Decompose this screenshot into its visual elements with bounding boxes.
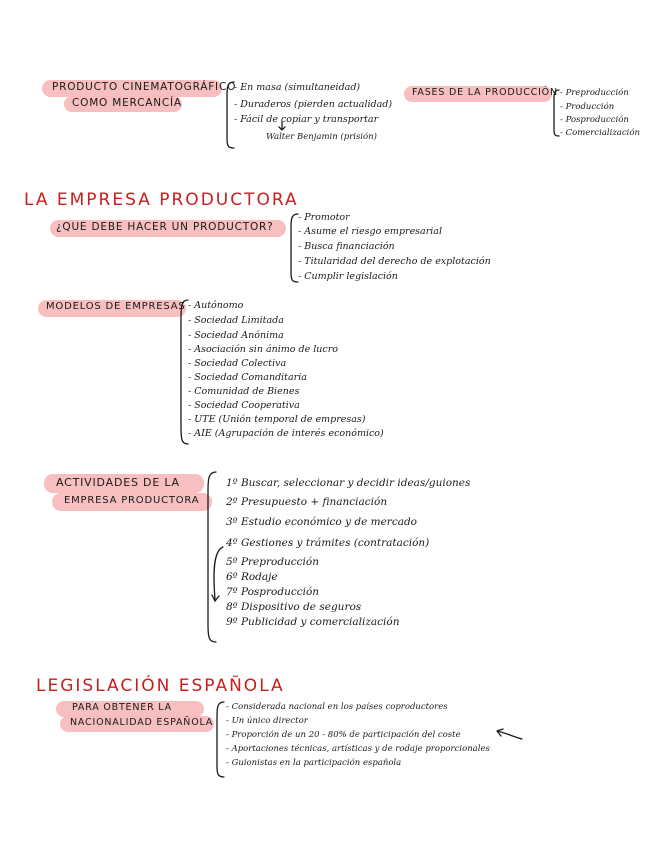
modelos-item-9: - UTE (Unión temporal de empresas) [188,414,366,425]
legislacion-item-5: - Guionistas en la participación española [226,758,402,768]
empresa-item-3: - Busca financiación [298,241,395,252]
modelos-item-2: - Sociedad Limitada [188,315,284,326]
mercancia-item-1: - En masa (simultaneidad) [234,82,361,93]
modelos-item-8: - Sociedad Cooperativa [188,400,300,411]
title-legislacion: LEGISLACIÓN ESPAÑOLA [36,676,285,696]
label-actividades-line2: EMPRESA PRODUCTORA [64,495,200,506]
arrow-down-small [278,122,286,132]
legislacion-item-2: - Un único director [226,716,308,726]
legislacion-item-1: - Considerada nacional en los países coproductores [226,702,448,712]
arrow-curved [211,545,227,609]
modelos-item-7: - Comunidad de Bienes [188,386,300,397]
modelos-item-4: - Asociación sin ánimo de lucro [188,344,339,355]
title-empresa: LA EMPRESA PRODUCTORA [24,190,299,210]
empresa-item-2: - Asume el riesgo empresarial [298,226,443,237]
actividades-item-9: 9º Publicidad y comercialización [226,616,400,628]
actividades-item-6: 6º Rodaje [226,571,278,583]
label-question: ¿QUE DEBE HACER UN PRODUCTOR? [56,221,274,233]
modelos-item-1: - Autónomo [188,300,244,311]
label-mercancia-line1: PRODUCTO CINEMATOGRÁFICO [52,81,237,93]
mercancia-item-3: - Fácil de copiar y transportar [234,114,379,125]
label-actividades-line1: ACTIVIDADES DE LA [56,476,180,489]
actividades-item-1: 1º Buscar, seleccionar y decidir ideas/guiones [226,477,471,489]
mercancia-note: Walter Benjamin (prisión) [266,132,377,142]
actividades-item-2: 2º Presupuesto + financiación [226,496,388,508]
actividades-item-5: 5º Preproducción [226,556,320,568]
modelos-item-10: - AIE (Agrupación de interés económico) [188,428,384,439]
fases-item-1: - Preproducción [560,88,629,98]
modelos-item-6: - Sociedad Comanditaria [188,372,307,383]
bracket-legislacion [214,700,226,780]
label-legislacion-line1: PARA OBTENER LA [72,702,172,713]
legislacion-item-3: - Proporción de un 20 - 80% de participación del coste [226,730,461,740]
legislacion-item-4: - Aportaciones técnicas, artísticas y de rodaje proporcionales [226,744,490,754]
fases-item-4: - Comercialización [560,128,640,138]
empresa-item-1: - Promotor [298,212,350,223]
actividades-item-3: 3º Estudio económico y de mercado [226,516,417,528]
actividades-item-4: 4º Gestiones y trámites (contratación) [226,537,430,549]
label-legislacion-line2: NACIONALIDAD ESPAÑOLA [70,717,214,728]
mercancia-item-2: - Duraderos (pierden actualidad) [234,99,393,110]
actividades-item-8: 8º Dispositivo de seguros [226,601,362,613]
fases-item-3: - Posproducción [560,115,629,125]
label-mercancia-line2: COMO MERCANCÍA [72,97,182,109]
label-fases: FASES DE LA PRODUCCIÓN [412,87,558,98]
fases-item-2: - Producción [560,102,615,112]
arrow-left-pointer [494,727,524,741]
empresa-item-5: - Cumplir legislación [298,271,398,282]
modelos-item-3: - Sociedad Anónima [188,330,284,341]
modelos-item-5: - Sociedad Colectiva [188,358,287,369]
label-modelos: MODELOS DE EMPRESAS [46,301,186,312]
actividades-item-7: 7º Posproducción [226,586,320,598]
empresa-item-4: - Titularidad del derecho de explotación [298,256,491,267]
